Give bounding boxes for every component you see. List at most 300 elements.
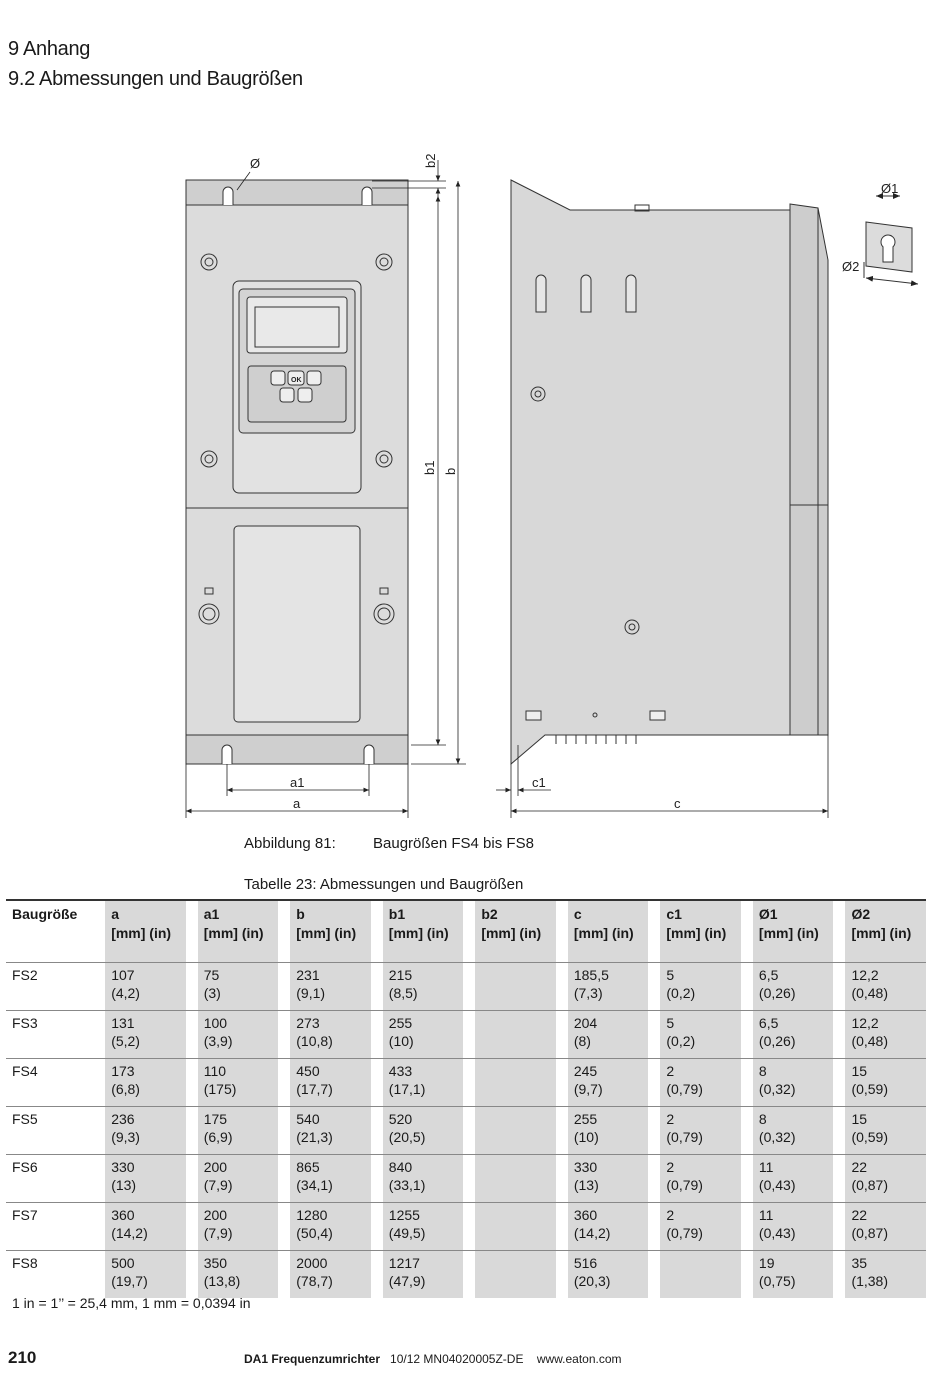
column-name: a	[111, 906, 119, 922]
column-gap	[556, 1106, 568, 1154]
value-mm: 22	[851, 1207, 868, 1223]
value-mm: 2	[666, 1207, 675, 1223]
value-mm: 5	[666, 967, 675, 983]
value-mm: 110	[203, 1063, 227, 1079]
column-gap	[556, 899, 568, 962]
value-in: (0,2)	[666, 1033, 696, 1049]
value-in: (4,2)	[111, 985, 140, 1001]
column-gap	[833, 1154, 845, 1202]
column-gap	[186, 1250, 198, 1298]
value-cell	[383, 1058, 464, 1106]
column-unit: [mm] (in)	[758, 925, 819, 941]
dimension-drawing	[0, 140, 950, 830]
value-in: (0,87)	[851, 1177, 889, 1193]
value-mm: 245	[573, 1063, 598, 1079]
value-in: (20,5)	[388, 1129, 426, 1145]
value-in: (7,9)	[203, 1177, 233, 1193]
value-cell	[105, 1058, 186, 1106]
value-in: (19,7)	[111, 1273, 148, 1289]
value-cell	[290, 1250, 371, 1298]
column-gap	[371, 899, 383, 962]
value-in: (6,9)	[203, 1129, 233, 1145]
a1-label: a1	[290, 775, 305, 790]
ok-key-label: OK	[291, 377, 302, 384]
value-cell	[845, 1106, 926, 1154]
value-cell	[753, 1010, 834, 1058]
column-gap	[371, 1202, 383, 1250]
table-row	[6, 1154, 926, 1202]
column-gap	[186, 1154, 198, 1202]
value-cell	[105, 962, 186, 1010]
column-gap	[278, 1010, 290, 1058]
value-in: (9,1)	[296, 985, 326, 1001]
value-cell	[845, 1154, 926, 1202]
value-in: (5,2)	[111, 1033, 140, 1049]
value-mm: 273	[296, 1015, 320, 1031]
column-unit: [mm] (in)	[111, 925, 172, 941]
column-name: c1	[666, 906, 682, 922]
table-row	[6, 1106, 926, 1154]
page-footer	[244, 1352, 622, 1366]
footer-doc-id: 10/12 MN04020005Z-DE	[390, 1352, 524, 1366]
value-cell	[198, 1010, 279, 1058]
value-in: (8)	[573, 1033, 591, 1049]
value-cell	[753, 1106, 834, 1154]
column-name: b1	[388, 906, 406, 922]
column-gap	[371, 1250, 383, 1298]
value-cell	[290, 1106, 371, 1154]
dia2-label: Ø2	[842, 259, 860, 274]
column-gap	[371, 1154, 383, 1202]
value-cell	[475, 962, 556, 1010]
column-gap	[741, 899, 753, 962]
value-in: (9,3)	[111, 1129, 140, 1145]
value-mm: 1280	[296, 1207, 328, 1223]
value-cell	[568, 1106, 649, 1154]
value-mm: 5	[666, 1015, 675, 1031]
value-mm: 350	[203, 1255, 228, 1271]
value-mm: 75	[203, 967, 220, 983]
value-mm: 360	[573, 1207, 598, 1223]
value-cell	[383, 962, 464, 1010]
side-view	[511, 180, 828, 764]
value-in: (13,8)	[203, 1273, 241, 1289]
value-cell	[383, 1250, 464, 1298]
column-gap	[93, 962, 105, 1010]
value-mm: 22	[851, 1159, 868, 1175]
front-view	[186, 180, 408, 764]
table-header-row	[6, 899, 926, 962]
a-label: a	[293, 796, 301, 811]
size-cell: FS5	[6, 1106, 93, 1154]
value-cell	[105, 1250, 186, 1298]
value-mm: 330	[111, 1159, 135, 1175]
value-cell	[105, 1202, 186, 1250]
value-mm: 840	[388, 1159, 413, 1175]
column-unit: [mm] (in)	[666, 925, 727, 941]
column-gap	[93, 1154, 105, 1202]
column-gap	[371, 1058, 383, 1106]
section-heading: 9.2 Abmessungen und Baugrößen	[8, 68, 303, 90]
page-number: 210	[8, 1348, 37, 1367]
value-in: (0,79)	[666, 1081, 703, 1097]
size-cell: FS3	[6, 1010, 93, 1058]
column-gap	[186, 1010, 198, 1058]
table-row	[6, 1058, 926, 1106]
value-in: (50,4)	[296, 1225, 333, 1241]
column-gap	[463, 1106, 475, 1154]
size-cell: FS4	[6, 1058, 93, 1106]
column-gap	[278, 962, 290, 1010]
value-in: (78,7)	[296, 1273, 333, 1289]
figure-title: Baugrößen FS4 bis FS8	[373, 835, 534, 852]
column-gap	[648, 1058, 660, 1106]
value-cell	[198, 1250, 279, 1298]
table-row	[6, 1202, 926, 1250]
value-cell	[753, 1058, 834, 1106]
size-cell: FS7	[6, 1202, 93, 1250]
column-gap	[278, 1106, 290, 1154]
value-mm: 865	[296, 1159, 320, 1175]
table-caption: Tabelle 23: Abmessungen und Baugrößen	[244, 876, 524, 893]
value-in: (10)	[388, 1033, 414, 1049]
value-cell	[753, 1202, 834, 1250]
value-cell	[568, 1154, 649, 1202]
column-gap	[463, 899, 475, 962]
column-header	[6, 899, 93, 962]
value-cell	[660, 1058, 741, 1106]
dia-label: Ø	[250, 156, 261, 171]
column-header	[290, 899, 371, 962]
column-name: Baugröße	[12, 906, 78, 922]
value-mm: 175	[203, 1111, 228, 1127]
column-gap	[93, 1106, 105, 1154]
table-row	[6, 1250, 926, 1298]
column-header	[568, 899, 649, 962]
table-row	[6, 1010, 926, 1058]
value-cell	[475, 1250, 556, 1298]
value-cell	[290, 1154, 371, 1202]
value-cell	[383, 1010, 464, 1058]
column-gap	[556, 962, 568, 1010]
c1-label: c1	[532, 775, 546, 790]
value-cell	[753, 962, 834, 1010]
value-in: (9,7)	[573, 1081, 603, 1097]
value-cell	[475, 1010, 556, 1058]
column-gap	[186, 1058, 198, 1106]
value-cell	[290, 962, 371, 1010]
value-cell	[198, 1202, 279, 1250]
footer-product: DA1 Frequenzumrichter	[244, 1352, 381, 1366]
value-mm: 2	[666, 1159, 675, 1175]
size-cell: FS6	[6, 1154, 93, 1202]
value-mm: 173	[111, 1063, 135, 1079]
column-gap	[463, 1202, 475, 1250]
column-gap	[278, 1250, 290, 1298]
value-in: (6,8)	[111, 1081, 140, 1097]
column-name: c	[573, 906, 582, 922]
value-cell	[475, 1154, 556, 1202]
value-cell	[383, 1202, 464, 1250]
column-gap	[278, 1058, 290, 1106]
value-in: (0,48)	[851, 1033, 889, 1049]
column-gap	[648, 1010, 660, 1058]
value-cell	[198, 1058, 279, 1106]
footer-website: www.eaton.com	[536, 1352, 622, 1366]
column-gap	[278, 1154, 290, 1202]
column-gap	[648, 1202, 660, 1250]
column-header	[475, 899, 556, 962]
value-in: (0,79)	[666, 1129, 703, 1145]
column-gap	[278, 899, 290, 962]
column-gap	[278, 1202, 290, 1250]
value-mm: 12,2	[851, 1015, 879, 1031]
value-cell	[475, 1058, 556, 1106]
value-mm: 500	[111, 1255, 135, 1271]
value-in: (175)	[203, 1081, 237, 1097]
value-mm: 15	[851, 1111, 868, 1127]
column-gap	[741, 1010, 753, 1058]
value-mm: 360	[111, 1207, 135, 1223]
value-in: (13)	[573, 1177, 599, 1193]
column-unit: [mm] (in)	[296, 925, 357, 941]
value-cell	[383, 1106, 464, 1154]
column-unit: [mm] (in)	[203, 925, 264, 941]
column-header	[198, 899, 279, 962]
value-mm: 330	[573, 1159, 598, 1175]
value-in: (10)	[573, 1129, 599, 1145]
value-mm: 185,5	[573, 967, 609, 983]
value-cell	[660, 1202, 741, 1250]
value-cell	[290, 1202, 371, 1250]
column-gap	[833, 1010, 845, 1058]
column-name: b	[296, 906, 305, 922]
value-mm: 107	[111, 967, 135, 983]
value-in: (33,1)	[388, 1177, 426, 1193]
value-in: (10,8)	[296, 1033, 333, 1049]
value-in: (0,43)	[758, 1225, 796, 1241]
value-cell	[105, 1010, 186, 1058]
column-gap	[556, 1250, 568, 1298]
value-in: (8,5)	[388, 985, 418, 1001]
value-mm: 215	[388, 967, 413, 983]
column-header	[105, 899, 186, 962]
value-cell	[753, 1154, 834, 1202]
value-in: (3)	[203, 985, 221, 1001]
column-header	[845, 899, 926, 962]
value-mm: 200	[203, 1159, 228, 1175]
b1-label: b1	[422, 460, 437, 475]
value-in: (0,26)	[758, 985, 796, 1001]
value-in: (0,79)	[666, 1177, 703, 1193]
column-gap	[463, 962, 475, 1010]
column-gap	[556, 1202, 568, 1250]
column-gap	[93, 1202, 105, 1250]
column-gap	[741, 1058, 753, 1106]
column-gap	[186, 1106, 198, 1154]
value-in: (3,9)	[203, 1033, 233, 1049]
column-gap	[186, 1202, 198, 1250]
value-cell	[660, 1010, 741, 1058]
column-gap	[648, 1250, 660, 1298]
value-cell	[105, 1154, 186, 1202]
value-in: (0,59)	[851, 1129, 889, 1145]
column-header	[753, 899, 834, 962]
column-gap	[741, 1106, 753, 1154]
value-cell	[383, 1154, 464, 1202]
column-gap	[93, 1250, 105, 1298]
column-gap	[463, 1010, 475, 1058]
value-mm: 255	[573, 1111, 598, 1127]
column-gap	[186, 899, 198, 962]
value-mm: 200	[203, 1207, 228, 1223]
value-in: (20,3)	[573, 1273, 611, 1289]
column-gap	[186, 962, 198, 1010]
value-mm: 255	[388, 1015, 413, 1031]
value-cell	[845, 1010, 926, 1058]
value-cell	[845, 962, 926, 1010]
value-mm: 450	[296, 1063, 320, 1079]
column-gap	[93, 1058, 105, 1106]
column-gap	[741, 962, 753, 1010]
value-in: (17,1)	[388, 1081, 426, 1097]
value-in: (0,26)	[758, 1033, 796, 1049]
value-in: (13)	[111, 1177, 137, 1193]
value-mm: 2000	[296, 1255, 328, 1271]
value-mm: 35	[851, 1255, 868, 1271]
value-in: (17,7)	[296, 1081, 333, 1097]
value-cell	[290, 1010, 371, 1058]
value-mm: 11	[758, 1159, 774, 1175]
value-in: (0,32)	[758, 1081, 796, 1097]
column-gap	[556, 1154, 568, 1202]
value-mm: 2	[666, 1111, 675, 1127]
column-header	[383, 899, 464, 962]
value-in: (21,3)	[296, 1129, 333, 1145]
table-footnote: 1 in = 1’’ = 25,4 mm, 1 mm = 0,0394 in	[12, 1295, 251, 1311]
value-mm: 516	[573, 1255, 598, 1271]
column-gap	[556, 1058, 568, 1106]
value-in: (49,5)	[388, 1225, 426, 1241]
value-cell	[568, 962, 649, 1010]
c-label: c	[674, 796, 681, 811]
column-name: b2	[481, 906, 498, 922]
value-mm: 11	[758, 1207, 774, 1223]
column-gap	[648, 1154, 660, 1202]
column-gap	[371, 1010, 383, 1058]
value-in: (7,3)	[573, 985, 603, 1001]
dia1-label: Ø1	[881, 181, 899, 196]
column-unit: [mm] (in)	[388, 925, 449, 941]
column-gap	[833, 1058, 845, 1106]
column-gap	[556, 1010, 568, 1058]
value-cell	[475, 1202, 556, 1250]
figure-number: Abbildung 81:	[244, 835, 336, 852]
size-cell: FS2	[6, 962, 93, 1010]
value-in: (0,87)	[851, 1225, 889, 1241]
value-in: (14,2)	[573, 1225, 611, 1241]
column-gap	[463, 1250, 475, 1298]
column-name: a1	[203, 906, 220, 922]
column-header	[660, 899, 741, 962]
value-cell	[105, 1106, 186, 1154]
value-mm: 204	[573, 1015, 598, 1031]
value-cell	[660, 962, 741, 1010]
value-cell	[568, 1010, 649, 1058]
value-mm: 6,5	[758, 1015, 779, 1031]
chapter-heading: 9 Anhang	[8, 38, 91, 60]
column-unit: [mm] (in)	[573, 925, 634, 941]
table-row	[6, 962, 926, 1010]
column-gap	[741, 1202, 753, 1250]
value-cell	[198, 962, 279, 1010]
column-gap	[93, 899, 105, 962]
column-gap	[741, 1250, 753, 1298]
value-cell	[845, 1058, 926, 1106]
value-cell	[568, 1250, 649, 1298]
column-gap	[371, 962, 383, 1010]
value-in: (7,9)	[203, 1225, 233, 1241]
value-cell	[568, 1202, 649, 1250]
column-unit: [mm] (in)	[851, 925, 912, 941]
column-gap	[648, 1106, 660, 1154]
column-gap	[833, 962, 845, 1010]
column-name: Ø1	[758, 906, 778, 922]
column-gap	[648, 899, 660, 962]
value-cell	[568, 1058, 649, 1106]
column-gap	[833, 899, 845, 962]
value-mm: 100	[203, 1015, 228, 1031]
value-cell	[475, 1106, 556, 1154]
value-mm: 2	[666, 1063, 675, 1079]
value-mm: 6,5	[758, 967, 779, 983]
value-cell	[845, 1250, 926, 1298]
column-gap	[648, 962, 660, 1010]
column-gap	[833, 1250, 845, 1298]
value-cell	[290, 1058, 371, 1106]
b2-label: b2	[423, 153, 438, 168]
value-in: (0,43)	[758, 1177, 796, 1193]
value-mm: 8	[758, 1111, 767, 1127]
b-label: b	[443, 467, 458, 475]
value-in: (14,2)	[111, 1225, 148, 1241]
size-cell: FS8	[6, 1250, 93, 1298]
dimensions-table	[6, 899, 926, 1298]
value-in: (0,32)	[758, 1129, 796, 1145]
column-gap	[93, 1010, 105, 1058]
column-gap	[371, 1106, 383, 1154]
column-name: Ø2	[851, 906, 871, 922]
value-in: (0,79)	[666, 1225, 703, 1241]
column-gap	[463, 1058, 475, 1106]
value-mm: 540	[296, 1111, 320, 1127]
value-mm: 1217	[388, 1255, 420, 1271]
value-cell	[753, 1250, 834, 1298]
column-gap	[833, 1202, 845, 1250]
value-cell	[660, 1106, 741, 1154]
value-mm: 15	[851, 1063, 868, 1079]
value-mm: 19	[758, 1255, 775, 1271]
column-gap	[741, 1154, 753, 1202]
value-mm: 520	[388, 1111, 413, 1127]
value-mm: 1255	[388, 1207, 420, 1223]
value-mm: 433	[388, 1063, 413, 1079]
value-in: (34,1)	[296, 1177, 333, 1193]
value-cell	[660, 1250, 741, 1298]
value-cell	[660, 1154, 741, 1202]
mounting-hole-detail	[864, 196, 918, 284]
value-mm: 12,2	[851, 967, 879, 983]
